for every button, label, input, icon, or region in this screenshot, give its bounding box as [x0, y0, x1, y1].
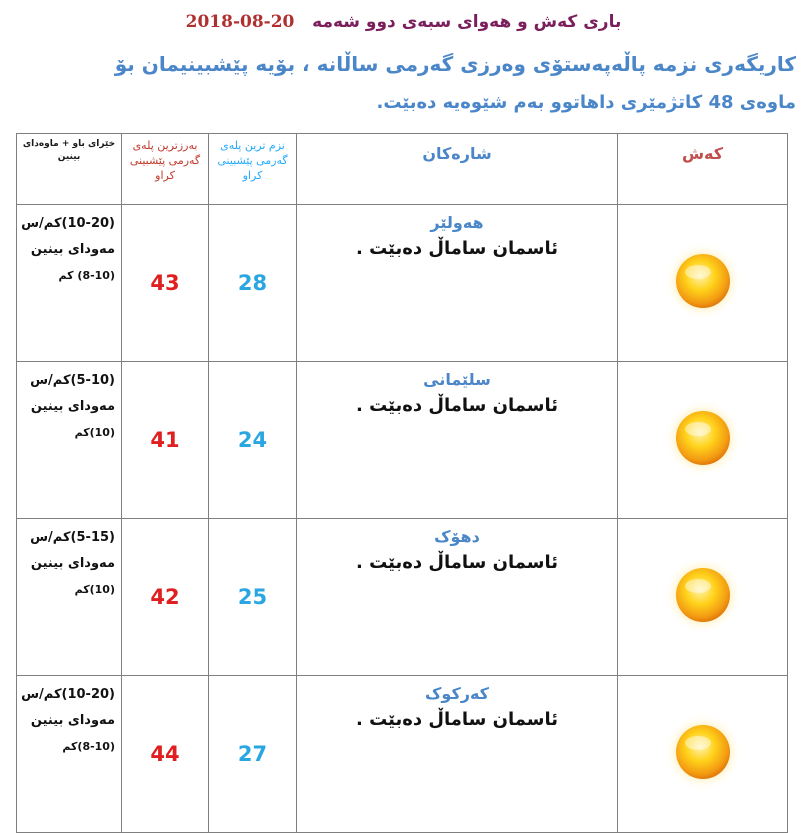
min-temp: 27 [209, 676, 297, 833]
forecast-table [16, 133, 788, 833]
city-name: هەولێر [430, 213, 484, 232]
visibility-label: مەودای بینین [30, 713, 115, 728]
weather-icon-cell [618, 362, 788, 519]
intro-line-1: کاریگەری نزمە پاڵەپەستۆی وەرزی گەرمی ساڵانە ، بۆیە پێشبینیمان بۆ [114, 52, 796, 76]
visibility-value: (10)کم [74, 426, 115, 439]
weather-icon-cell [618, 205, 788, 362]
weather-condition: ئاسمان ساماڵ دەبێت . [355, 552, 559, 573]
sun-icon [663, 241, 743, 321]
wind-visibility-cell [17, 362, 122, 519]
max-temp: 43 [122, 205, 209, 362]
header-wind: خێرای باو + ماوەدای بینین [17, 134, 122, 205]
wind-visibility-cell [17, 519, 122, 676]
visibility-value: (8-10)کم [62, 740, 115, 753]
wind-speed: (10-20)کم/س [21, 687, 115, 702]
min-temp: 24 [209, 362, 297, 519]
wind-visibility-cell [17, 676, 122, 833]
sun-icon [663, 398, 743, 478]
weather-condition: ئاسمان ساماڵ دەبێت . [355, 238, 559, 259]
city-cell [297, 362, 618, 519]
max-temp: 44 [122, 676, 209, 833]
city-cell [297, 519, 618, 676]
min-temp: 25 [209, 519, 297, 676]
city-name: دهۆک [434, 527, 480, 546]
table-row [17, 676, 788, 833]
city-cell [297, 676, 618, 833]
weather-condition: ئاسمان ساماڵ دەبێت . [355, 709, 559, 730]
page-title [0, 12, 807, 32]
intro-line-2: ماوەی 48 کاتژمێری داهاتوو بەم شێوەیە دەبێت. [376, 92, 796, 113]
sun-icon [663, 555, 743, 635]
visibility-value: (10)کم [74, 583, 115, 596]
sun-icon [663, 712, 743, 792]
max-temp: 42 [122, 519, 209, 676]
wind-speed: (5-10)کم/س [30, 373, 115, 388]
table-row [17, 205, 788, 362]
visibility-value: (8-10) کم [58, 269, 115, 282]
visibility-label: مەودای بینین [30, 556, 115, 571]
table-header-row [17, 134, 788, 205]
visibility-label: مەودای بینین [30, 399, 115, 414]
city-name: کەرکوک [425, 684, 489, 703]
header-min-temp: نزم ترین پلەی گەرمی پێشبینی کراو [209, 134, 297, 205]
wind-speed: (10-20)کم/س [21, 216, 115, 231]
max-temp: 41 [122, 362, 209, 519]
header-max-temp: بەرزترین پلەی گەرمی پێشبینی کراو [122, 134, 209, 205]
title-date: 2018-08-20 [185, 12, 295, 32]
title-text: باری کەش و هەوای سبەی دوو شەمە [312, 12, 622, 32]
wind-speed: (5-15)کم/س [30, 530, 115, 545]
header-cities: شارەکان [297, 134, 618, 205]
header-weather: کەش [618, 134, 788, 205]
visibility-label: مەودای بینین [30, 242, 115, 257]
wind-visibility-cell [17, 205, 122, 362]
weather-condition: ئاسمان ساماڵ دەبێت . [355, 395, 559, 416]
table-row [17, 362, 788, 519]
weather-icon-cell [618, 519, 788, 676]
city-name: سلێمانی [423, 370, 491, 389]
table-row [17, 519, 788, 676]
city-cell [297, 205, 618, 362]
min-temp: 28 [209, 205, 297, 362]
weather-icon-cell [618, 676, 788, 833]
